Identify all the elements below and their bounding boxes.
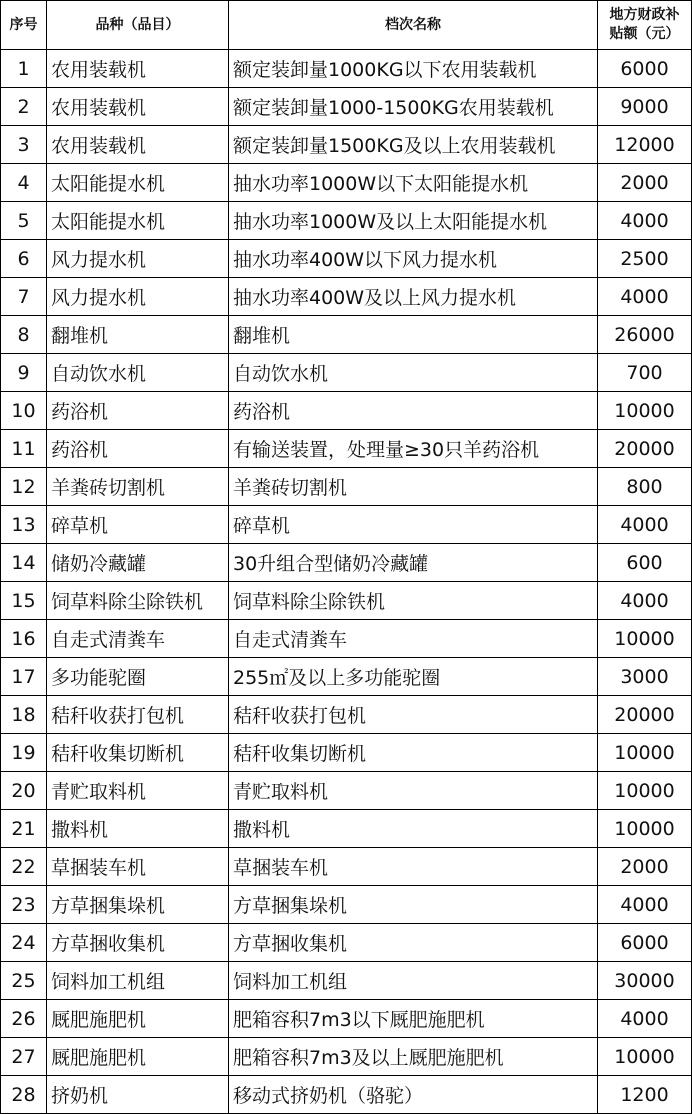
row-number: 22 xyxy=(1,848,47,886)
table-row xyxy=(1,924,692,962)
row-number: 4 xyxy=(1,164,47,202)
row-number: 11 xyxy=(1,430,47,468)
row-number: 6 xyxy=(1,240,47,278)
row-number: 16 xyxy=(1,620,47,658)
row-category: 储奶冷藏罐 xyxy=(47,544,229,582)
table-row xyxy=(1,240,692,278)
row-subsidy-amount: 4000 xyxy=(598,582,692,620)
row-category: 药浴机 xyxy=(47,392,229,430)
row-grade-name: 方草捆收集机 xyxy=(229,924,598,962)
header-desc: 档次名称 xyxy=(229,1,598,50)
row-category: 饲草料除尘除铁机 xyxy=(47,582,229,620)
row-grade-name: 饲草料除尘除铁机 xyxy=(229,582,598,620)
row-grade-name: 青贮取料机 xyxy=(229,772,598,810)
row-grade-name: 草捆装车机 xyxy=(229,848,598,886)
table-row xyxy=(1,392,692,430)
row-number: 27 xyxy=(1,1038,47,1076)
table-row xyxy=(1,620,692,658)
table-row xyxy=(1,582,692,620)
row-subsidy-amount: 10000 xyxy=(598,734,692,772)
row-subsidy-amount: 4000 xyxy=(598,506,692,544)
row-subsidy-amount: 20000 xyxy=(598,696,692,734)
table-row xyxy=(1,316,692,354)
row-number: 1 xyxy=(1,50,47,88)
row-subsidy-amount: 6000 xyxy=(598,924,692,962)
header-row xyxy=(1,1,692,50)
header-name: 品种（品目） xyxy=(47,1,229,50)
row-grade-name: 自动饮水机 xyxy=(229,354,598,392)
row-category: 撒料机 xyxy=(47,810,229,848)
row-category: 太阳能提水机 xyxy=(47,164,229,202)
row-subsidy-amount: 4000 xyxy=(598,202,692,240)
row-number: 21 xyxy=(1,810,47,848)
row-category: 厩肥施肥机 xyxy=(47,1038,229,1076)
row-category: 羊粪砖切割机 xyxy=(47,468,229,506)
row-number: 20 xyxy=(1,772,47,810)
row-subsidy-amount: 26000 xyxy=(598,316,692,354)
row-subsidy-amount: 10000 xyxy=(598,1038,692,1076)
row-category: 太阳能提水机 xyxy=(47,202,229,240)
table-row xyxy=(1,1076,692,1114)
table-row xyxy=(1,1000,692,1038)
row-grade-name: 撒料机 xyxy=(229,810,598,848)
row-subsidy-amount: 2500 xyxy=(598,240,692,278)
table-row xyxy=(1,278,692,316)
row-grade-name: 抽水功率400W以下风力提水机 xyxy=(229,240,598,278)
header-amount-line1: 地方财政补 xyxy=(609,7,680,23)
table-row xyxy=(1,772,692,810)
row-number: 23 xyxy=(1,886,47,924)
table-row xyxy=(1,696,692,734)
row-grade-name: 饲料加工机组 xyxy=(229,962,598,1000)
row-category: 农用装载机 xyxy=(47,50,229,88)
table-row xyxy=(1,810,692,848)
table-row xyxy=(1,88,692,126)
row-category: 挤奶机 xyxy=(47,1076,229,1114)
row-grade-name: 药浴机 xyxy=(229,392,598,430)
row-grade-name: 方草捆集垛机 xyxy=(229,886,598,924)
row-number: 10 xyxy=(1,392,47,430)
row-subsidy-amount: 4000 xyxy=(598,886,692,924)
row-number: 19 xyxy=(1,734,47,772)
row-category: 农用装载机 xyxy=(47,88,229,126)
row-subsidy-amount: 10000 xyxy=(598,620,692,658)
row-subsidy-amount: 800 xyxy=(598,468,692,506)
table-row xyxy=(1,468,692,506)
row-category: 草捆装车机 xyxy=(47,848,229,886)
row-grade-name: 秸秆收获打包机 xyxy=(229,696,598,734)
row-category: 风力提水机 xyxy=(47,240,229,278)
row-category: 厩肥施肥机 xyxy=(47,1000,229,1038)
row-number: 12 xyxy=(1,468,47,506)
row-subsidy-amount: 12000 xyxy=(598,126,692,164)
row-grade-name: 移动式挤奶机（骆驼） xyxy=(229,1076,598,1114)
row-subsidy-amount: 2000 xyxy=(598,848,692,886)
row-grade-name: 翻堆机 xyxy=(229,316,598,354)
row-subsidy-amount: 10000 xyxy=(598,772,692,810)
row-grade-name: 秸秆收集切断机 xyxy=(229,734,598,772)
row-grade-name: 额定装卸量1000-1500KG农用装载机 xyxy=(229,88,598,126)
row-number: 25 xyxy=(1,962,47,1000)
row-category: 翻堆机 xyxy=(47,316,229,354)
table-row xyxy=(1,354,692,392)
row-subsidy-amount: 10000 xyxy=(598,392,692,430)
row-subsidy-amount: 9000 xyxy=(598,88,692,126)
table-row xyxy=(1,848,692,886)
row-number: 7 xyxy=(1,278,47,316)
row-grade-name: 肥箱容积7m3以下厩肥施肥机 xyxy=(229,1000,598,1038)
row-category: 青贮取料机 xyxy=(47,772,229,810)
row-subsidy-amount: 3000 xyxy=(598,658,692,696)
row-subsidy-amount: 4000 xyxy=(598,1000,692,1038)
table-body xyxy=(1,50,692,1114)
row-category: 自走式清粪车 xyxy=(47,620,229,658)
row-category: 方草捆集垛机 xyxy=(47,886,229,924)
table-row xyxy=(1,734,692,772)
row-category: 秸秆收集切断机 xyxy=(47,734,229,772)
row-grade-name: 有输送装置，处理量≥30只羊药浴机 xyxy=(229,430,598,468)
row-number: 9 xyxy=(1,354,47,392)
row-subsidy-amount: 10000 xyxy=(598,810,692,848)
row-category: 多功能驼圈 xyxy=(47,658,229,696)
table-row xyxy=(1,1038,692,1076)
row-category: 自动饮水机 xyxy=(47,354,229,392)
table-row xyxy=(1,544,692,582)
row-category: 饲料加工机组 xyxy=(47,962,229,1000)
row-category: 秸秆收获打包机 xyxy=(47,696,229,734)
row-grade-name: 自走式清粪车 xyxy=(229,620,598,658)
row-number: 14 xyxy=(1,544,47,582)
row-number: 26 xyxy=(1,1000,47,1038)
row-subsidy-amount: 20000 xyxy=(598,430,692,468)
table-row xyxy=(1,126,692,164)
row-category: 农用装载机 xyxy=(47,126,229,164)
row-grade-name: 肥箱容积7m3及以上厩肥施肥机 xyxy=(229,1038,598,1076)
table-row xyxy=(1,430,692,468)
row-subsidy-amount: 30000 xyxy=(598,962,692,1000)
table-row xyxy=(1,202,692,240)
row-grade-name: 额定装卸量1500KG及以上农用装载机 xyxy=(229,126,598,164)
row-category: 碎草机 xyxy=(47,506,229,544)
row-number: 18 xyxy=(1,696,47,734)
row-grade-name: 额定装卸量1000KG以下农用装载机 xyxy=(229,50,598,88)
row-grade-name: 255㎡及以上多功能驼圈 xyxy=(229,658,598,696)
row-category: 方草捆收集机 xyxy=(47,924,229,962)
row-number: 8 xyxy=(1,316,47,354)
table-row xyxy=(1,962,692,1000)
row-subsidy-amount: 2000 xyxy=(598,164,692,202)
row-grade-name: 碎草机 xyxy=(229,506,598,544)
row-number: 5 xyxy=(1,202,47,240)
row-grade-name: 抽水功率400W及以上风力提水机 xyxy=(229,278,598,316)
header-amount xyxy=(598,1,692,50)
row-subsidy-amount: 600 xyxy=(598,544,692,582)
table-row xyxy=(1,506,692,544)
row-grade-name: 30升组合型储奶冷藏罐 xyxy=(229,544,598,582)
row-grade-name: 抽水功率1000W以下太阳能提水机 xyxy=(229,164,598,202)
header-no: 序号 xyxy=(1,1,47,50)
table-row xyxy=(1,164,692,202)
row-number: 3 xyxy=(1,126,47,164)
row-number: 13 xyxy=(1,506,47,544)
row-category: 药浴机 xyxy=(47,430,229,468)
header-amount-line2: 贴额（元） xyxy=(609,26,680,42)
row-category: 风力提水机 xyxy=(47,278,229,316)
row-number: 24 xyxy=(1,924,47,962)
row-number: 17 xyxy=(1,658,47,696)
row-subsidy-amount: 700 xyxy=(598,354,692,392)
row-subsidy-amount: 6000 xyxy=(598,50,692,88)
row-grade-name: 抽水功率1000W及以上太阳能提水机 xyxy=(229,202,598,240)
row-grade-name: 羊粪砖切割机 xyxy=(229,468,598,506)
table-row xyxy=(1,658,692,696)
table-row xyxy=(1,50,692,88)
row-number: 28 xyxy=(1,1076,47,1114)
row-subsidy-amount: 4000 xyxy=(598,278,692,316)
row-number: 2 xyxy=(1,88,47,126)
row-subsidy-amount: 1200 xyxy=(598,1076,692,1114)
table-row xyxy=(1,886,692,924)
row-number: 15 xyxy=(1,582,47,620)
